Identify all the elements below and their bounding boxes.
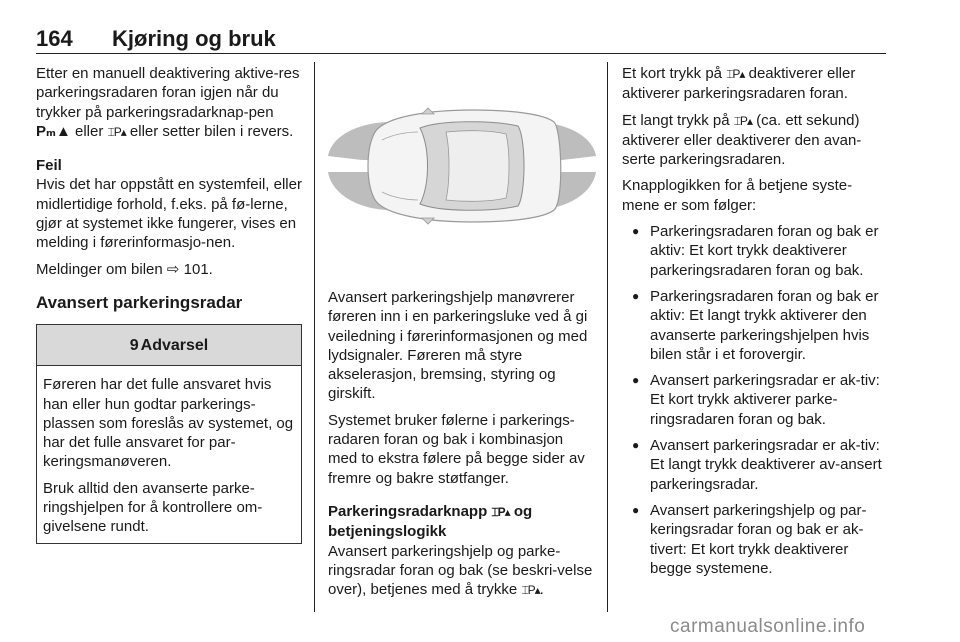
operation-description: Avansert parkeringshjelp og parke-ringsradar foran og bak (se beskri-velse over), betjenes med å trykke ⌶P▴. — [328, 542, 593, 599]
parking-button-icon: ⌶P▴ — [107, 124, 126, 139]
button-logic-list — [622, 222, 888, 578]
page-number: 164 — [36, 26, 73, 51]
parking-button-icon: ⌶P▴ — [726, 67, 745, 81]
warning-box — [36, 324, 302, 543]
short-press-text: Et kort trykk på ⌶P▴ deaktiverer eller aktiverer parkeringsradaren foran. — [622, 65, 856, 103]
list-item: ● Avansert parkeringshjelp og par-keringsradar foran og bak er ak-tivert: Et kort trykk deaktiverer begge systemene. — [622, 501, 888, 578]
column-1 — [36, 64, 302, 544]
page-reference-arrow-icon: ⇨ — [166, 260, 180, 278]
watermark: carmanualsonline.info — [670, 616, 866, 637]
warning-triangle-icon: 9 — [129, 336, 139, 354]
list-item: ● Parkeringsradaren foran og bak er aktiv: Et langt trykk aktiverer den avanserte parkeringshjelpen hvis bilen står i et forovergir. — [622, 287, 888, 364]
button-logic-title: Parkeringsradarknapp ⌶P▴ og betjeningslogikk — [328, 502, 533, 541]
header-rule — [36, 53, 886, 54]
paragraph-reactivation: Etter en manuell deaktivering aktive-res parkeringsradaren foran igjen når du trykker på parkeringsradarknap-pen Pₘ▲ eller ⌶P▴ eller setter bilen i revers. — [36, 65, 300, 140]
fault-title: Feil — [36, 157, 62, 175]
car-top-view — [368, 108, 561, 224]
sensor-description: Systemet bruker følerne i parkerings-radaren foran og bak i kombinasjon med to ekstra følere på begge sider av fremre og bakre støtfanger. — [328, 411, 585, 487]
warning-body — [37, 366, 301, 542]
messages-reference: Meldinger om bilen ⇨ 101. — [36, 260, 213, 278]
warning-header — [37, 325, 301, 366]
parking-sensor-icon: Pₘ▲ — [36, 122, 71, 140]
section-title: Avansert parkeringsradar — [36, 292, 243, 312]
warning-text-2: Bruk alltid den avanserte parke-ringshjelpen for å kontrollere om-givelsene rundt. — [43, 479, 263, 536]
column-divider-1 — [314, 62, 315, 612]
chapter-title: Kjøring og bruk — [112, 26, 276, 51]
advanced-parking-description: Avansert parkeringshjelp manøvrerer føreren inn i en parkeringsluke ved å gi veiledning i førerinformasjonen og med lydsignaler. Føreren må styre akselerasjon, bremsing, styring og girskift. — [328, 289, 588, 403]
parking-button-icon: ⌶P▴ — [521, 583, 540, 598]
column-divider-2 — [607, 62, 608, 612]
list-item: ● Avansert parkeringsradar er ak-tiv: Et kort trykk aktiverer parke-ringsradaren foran og bak. — [622, 371, 888, 429]
warning-text-1: Føreren har det fulle ansvaret hvis han eller hun godtar parkerings-plassen som foreslås av systemet, og har det fulle ansvaret for par-keringsmanøveren. — [43, 376, 294, 471]
button-logic-intro: Knapplogikken for å betjene syste-mene er som følger: — [622, 177, 853, 214]
warning-title: Advarsel — [140, 336, 209, 354]
list-item: ● Parkeringsradaren foran og bak er aktiv: Et kort trykk deaktiverer parkeringsradaren foran og bak. — [622, 222, 888, 280]
column-3 — [622, 64, 888, 585]
parking-button-icon: ⌶P▴ — [733, 113, 752, 128]
page-header — [36, 26, 886, 56]
car-sensor-illustration — [322, 64, 602, 279]
fault-text: Hvis det har oppstått en systemfeil, eller midlertidige forhold, f.eks. på fø-lerne, gjør at systemet ikke fungerer, vises en melding i førerinformasjo-nen. — [36, 176, 302, 252]
list-item: ● Avansert parkeringsradar er ak-tiv: Et langt trykk deaktiverer av-ansert parkeringsradar. — [622, 436, 888, 494]
column-2 — [328, 288, 594, 607]
long-press-text: Et langt trykk på ⌶P▴ (ca. ett sekund) aktiverer eller deaktiverer den avan-serte parkeringsradaren. — [622, 111, 862, 169]
parking-button-icon: ⌶P▴ — [491, 504, 510, 519]
